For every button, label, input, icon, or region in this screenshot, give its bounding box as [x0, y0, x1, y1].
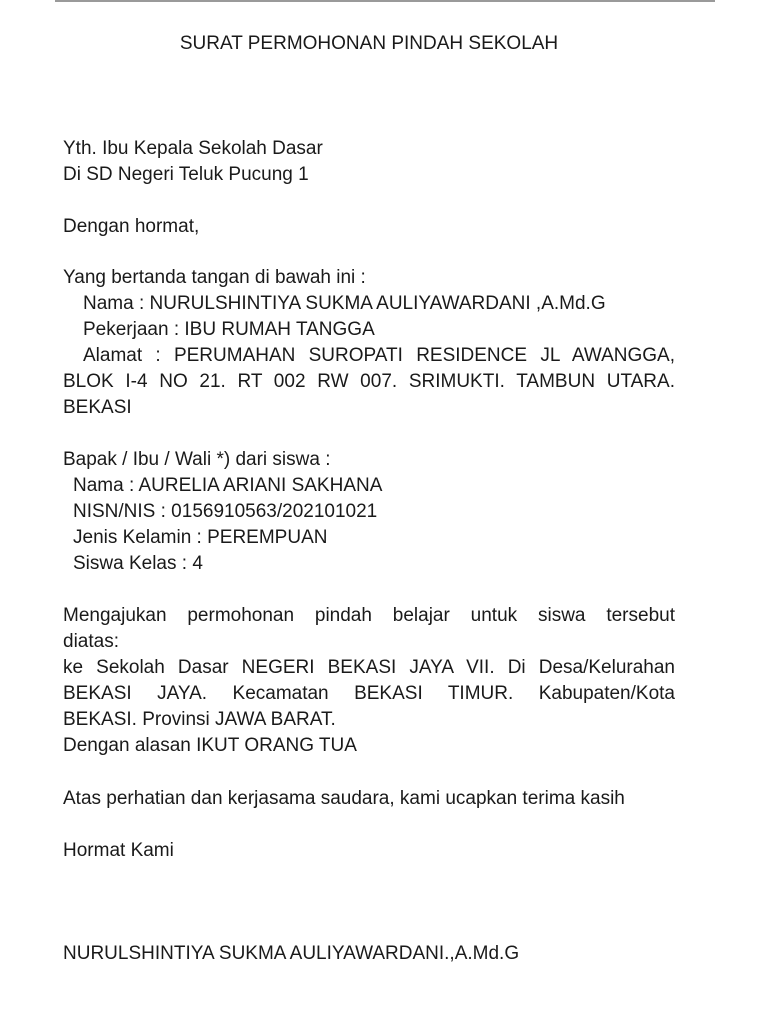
- greeting: Dengan hormat,: [63, 216, 200, 237]
- request-line-1: Mengajukan permohonan pindah belajar untuk siswa tersebut: [63, 605, 675, 626]
- recipient-line-1: Yth. Ibu Kepala Sekolah Dasar: [63, 138, 323, 159]
- request-line-2: diatas:: [63, 631, 119, 652]
- signature-name: NURULSHINTIYA SUKMA AULIYAWARDANI.,A.Md.G: [63, 943, 520, 964]
- student-name: Nama : AURELIA ARIANI SAKHANA: [73, 475, 383, 496]
- letter-title: SURAT PERMOHONAN PINDAH SEKOLAH: [179, 33, 559, 54]
- request-line-3: ke Sekolah Dasar NEGERI BEKASI JAYA VII. Di Desa/Kelurahan: [63, 657, 675, 678]
- applicant-occupation: Pekerjaan : IBU RUMAH TANGGA: [83, 319, 375, 340]
- undersigned-intro: Yang bertanda tangan di bawah ini :: [63, 267, 366, 288]
- applicant-address-line-3: BEKASI: [63, 397, 132, 418]
- applicant-address-line-2: BLOK I-4 NO 21. RT 002 RW 007. SRIMUKTI. TAMBUN UTARA.: [63, 371, 675, 392]
- top-divider: [55, 0, 715, 2]
- student-intro: Bapak / Ibu / Wali *) dari siswa :: [63, 449, 331, 470]
- applicant-address-line-1: Alamat : PERUMAHAN SUROPATI RESIDENCE JL AWANGGA,: [83, 345, 675, 366]
- closing-text: Hormat Kami: [63, 840, 174, 861]
- student-nisn: NISN/NIS : 0156910563/202101021: [73, 501, 378, 522]
- recipient-line-2: Di SD Negeri Teluk Pucung 1: [63, 164, 309, 185]
- request-line-4: BEKASI JAYA. Kecamatan BEKASI TIMUR. Kabupaten/Kota: [63, 683, 675, 704]
- student-gender: Jenis Kelamin : PEREMPUAN: [73, 527, 328, 548]
- thanks-text: Atas perhatian dan kerjasama saudara, kami ucapkan terima kasih: [63, 788, 625, 809]
- request-line-5: BEKASI. Provinsi JAWA BARAT.: [63, 709, 336, 730]
- request-line-6: Dengan alasan IKUT ORANG TUA: [63, 735, 357, 756]
- applicant-name: Nama : NURULSHINTIYA SUKMA AULIYAWARDANI ,A.Md.G: [83, 293, 606, 314]
- student-class: Siswa Kelas : 4: [73, 553, 203, 574]
